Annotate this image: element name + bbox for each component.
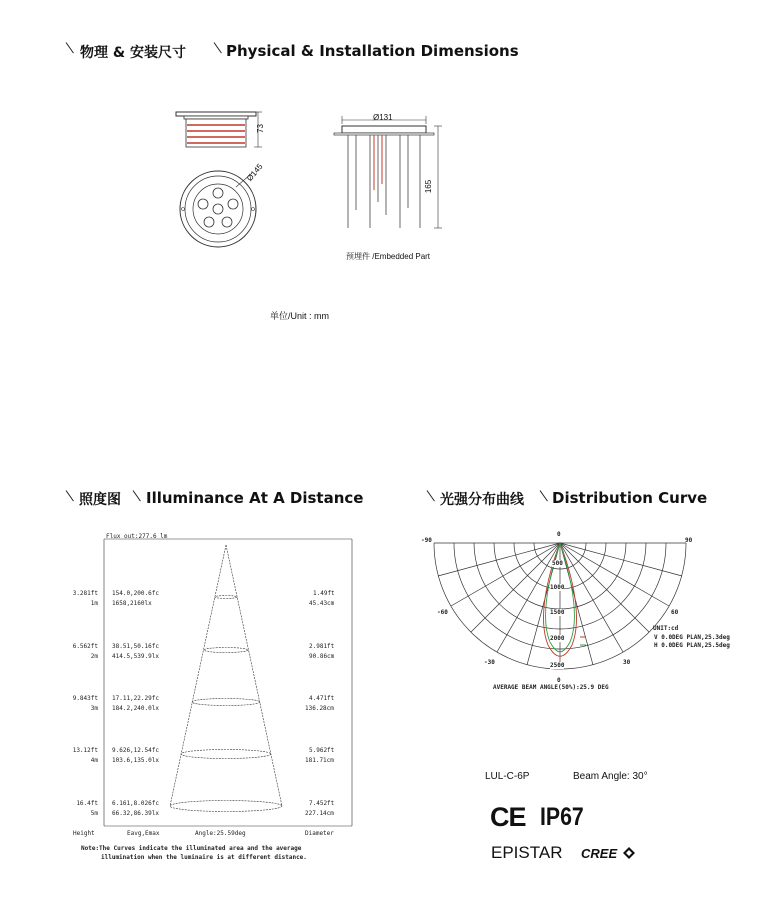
distribution-title-cn: 光强分布曲线	[440, 492, 524, 508]
row-lx: 1658,2160lx	[112, 600, 152, 607]
illuminance-title-en: Illuminance At A Distance	[146, 489, 364, 507]
dim-height-label: 73	[255, 124, 265, 133]
row-fc: 154.0,200.6fc	[112, 590, 159, 597]
row-dft: 7.452ft	[309, 800, 335, 807]
epistar-logo: EPISTAR	[491, 843, 563, 862]
footer-eavg: Eavg,Emax	[127, 830, 160, 837]
row-dcm: 90.86cm	[309, 653, 335, 660]
note-line-1: Note:The Curves indicate the illuminated area and the average	[81, 845, 302, 852]
row-fc: 6.161,8.026fc	[112, 800, 159, 807]
footer-diameter: Diameter	[305, 830, 334, 837]
row-lx: 184.2,240.0lx	[112, 705, 159, 712]
dim-top-label: Ø131	[373, 113, 393, 122]
radial-label: 1000	[550, 584, 565, 591]
row-m: 5m	[90, 810, 98, 817]
footer-angle: Angle:25.59deg	[195, 830, 246, 837]
angle-label-30: 30	[623, 659, 631, 666]
row-dcm: 45.43cm	[309, 600, 335, 607]
angle-label-60: 60	[671, 609, 679, 616]
ip67-logo: IP67	[540, 803, 584, 831]
row-dft: 5.962ft	[309, 747, 335, 754]
beam-angle-note: AVERAGE BEAM ANGLE(50%):25.9 DEG	[493, 684, 609, 691]
row-fc: 38.51,50.16fc	[112, 643, 159, 650]
beam-angle-label: Beam Angle: 30°	[573, 771, 648, 782]
row-dcm: 181.71cm	[305, 757, 334, 764]
row-lx: 103.6,135.0lx	[112, 757, 159, 764]
row-ft: 9.843ft	[72, 695, 98, 702]
cree-mark-icon	[623, 847, 635, 859]
radial-label: 1500	[550, 609, 565, 616]
row-dft: 1.49ft	[313, 590, 335, 597]
row-dft: 2.981ft	[309, 643, 335, 650]
angle-label-90: 90	[685, 537, 693, 544]
row-ft: 16.4ft	[76, 800, 98, 807]
dim-diameter-label: Ø145	[245, 162, 265, 183]
row-dcm: 136.28cm	[305, 705, 334, 712]
angle-label-m90: -90	[421, 537, 432, 544]
row-fc: 9.626,12.54fc	[112, 747, 159, 754]
radial-label: 2500	[550, 662, 565, 669]
angle-label-m60: -60	[437, 609, 448, 616]
illuminance-title-cn: 照度图	[79, 492, 121, 508]
radial-label: 500	[552, 560, 563, 567]
angle-label-bottom: 0	[557, 677, 561, 684]
physical-title-cn: 物理 & 安装尺寸	[80, 45, 186, 61]
row-dft: 4.471ft	[309, 695, 335, 702]
row-m: 3m	[90, 705, 98, 712]
legend-h-plan: H 0.0DEG PLAN,25.5deg	[654, 642, 730, 649]
row-fc: 17.11,22.29fc	[112, 695, 159, 702]
cree-logo: CREE	[581, 846, 618, 861]
model-label: LUL-C-6P	[485, 771, 530, 782]
unit-cd-label: UNIT:cd	[653, 625, 679, 632]
row-lx: 66.32,86.39lx	[112, 810, 159, 817]
row-lx: 414.5,539.9lx	[112, 653, 159, 660]
angle-label-0: 0	[557, 531, 561, 538]
distribution-title-en: Distribution Curve	[552, 489, 708, 507]
row-m: 4m	[90, 757, 98, 764]
dim-depth-label: 165	[424, 179, 434, 194]
physical-title-en: Physical & Installation Dimensions	[226, 42, 519, 60]
angle-label-m30: -30	[484, 659, 495, 666]
row-ft: 3.281ft	[72, 590, 98, 597]
row-ft: 6.562ft	[72, 643, 98, 650]
ce-logo: CE	[490, 802, 526, 832]
flux-out-label: Flux out:277.6 lm	[106, 533, 168, 540]
legend-v-plan: V 0.0DEG PLAN,25.3deg	[654, 634, 730, 641]
footer-height: Height	[73, 830, 95, 837]
row-m: 2m	[90, 653, 98, 660]
row-ft: 13.12ft	[72, 747, 98, 754]
radial-label: 2000	[550, 635, 565, 642]
embedded-part-label: 预埋件 /Embedded Part	[346, 252, 431, 261]
unit-label: 单位/Unit : mm	[270, 311, 330, 321]
row-m: 1m	[90, 600, 98, 607]
row-dcm: 227.14cm	[305, 810, 334, 817]
note-line-2: illumination when the luminaire is at different distance.	[101, 854, 307, 861]
